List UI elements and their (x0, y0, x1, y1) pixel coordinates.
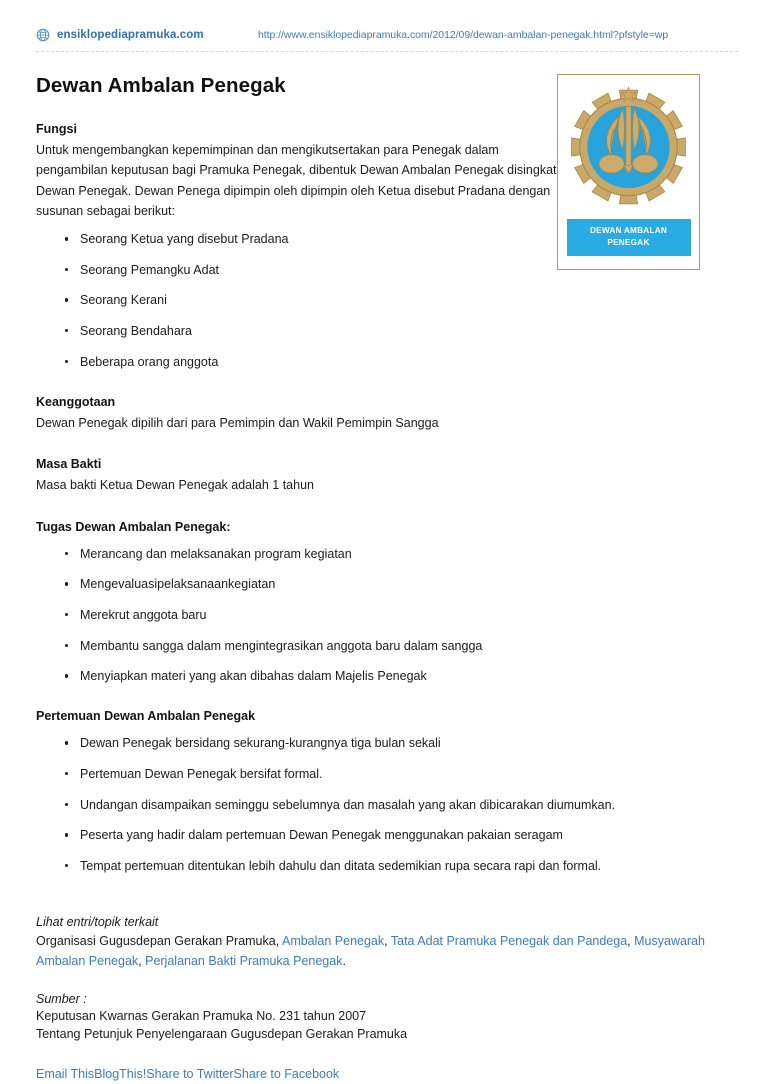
section-body-keanggotaan: Dewan Penegak dipilih dari para Pemimpin dan Wakil Pemimpin Sangga (36, 415, 439, 430)
related-terminator: . (342, 954, 346, 969)
related-sep: , (138, 954, 146, 969)
list-item: Peserta yang hadir dalam pertemuan Dewan Penegak menggunakan pakaian seragam (63, 826, 738, 844)
site-name: ensiklopediapramuka.com (57, 29, 204, 41)
section-body-fungsi: Untuk mengembangkan kepemimpinan dan mengikutsertakan para Penegak dalam pengambilan keputusan bagi Pramuka Penegak, dibentuk Dewan Ambalan Penegak disingkat Dewan Penegak. Dewan Penega dipimpin oleh dipimpin oleh Ketua disebut Pradana dengan susunan sebagai berikut: (36, 143, 557, 218)
section-heading-masa-bakti: Masa Bakti (36, 457, 102, 472)
related-sep: , (627, 934, 635, 948)
related-lead-text: Organisasi Gugusdepan Gerakan Pramuka (36, 934, 276, 948)
section-heading-fungsi: Fungsi (36, 122, 77, 136)
related-sep: , (275, 934, 282, 948)
related-label: Lihat entri/topik terkait (36, 915, 159, 929)
list-item: Tempat pertemuan ditentukan lebih dahulu dan ditata sedemikian rupa secara rapi dan formal. (63, 857, 738, 875)
related-links-paragraph (36, 931, 708, 972)
section-heading-tugas-colon: : (226, 519, 231, 534)
list-item: Undangan disampaikan seminggu sebelumnya dan masalah yang akan dibicarakan diumumkan. (63, 796, 738, 814)
related-link-perjalanan-bakti[interactable]: Perjalanan Bakti Pramuka Penegak (145, 954, 343, 969)
source-line-1: Keputusan Kwarnas Gerakan Pramuka No. 231 tahun 2007 (36, 1008, 367, 1023)
pertemuan-list (36, 734, 738, 875)
list-item: Mengevaluasipelaksanaankegiatan (63, 575, 738, 593)
page-title: Dewan Ambalan Penegak (36, 74, 286, 97)
section-heading-keanggotaan: Keanggotaan (36, 394, 116, 409)
spacer (36, 895, 738, 915)
globe-icon (36, 28, 50, 42)
article-content (0, 52, 768, 1084)
list-item: Merancang dan melaksanakan program kegiatan (63, 545, 738, 563)
source-line-2: Tentang Petunjuk Penyelengaraan Gugusdepan Gerakan Pramuka (36, 1027, 408, 1042)
share-link-email-this[interactable]: Email This (36, 1067, 95, 1081)
list-item: Seorang Pemangku Adat (63, 261, 738, 279)
page-url: http://www.ensiklopediapramuka.com/2012/09/dewan-ambalan-penegak.html?pfstyle=wp (258, 29, 669, 41)
list-item: Dewan Penegak bersidang sekurang-kurangnya tiga bulan sekali (63, 734, 738, 752)
print-header (0, 0, 768, 42)
list-item: Beberapa orang anggota (63, 353, 738, 371)
section-heading-tugas-text: Tugas Dewan Ambalan Penegak (36, 519, 227, 534)
share-link-blogthis[interactable]: BlogThis! (94, 1067, 147, 1081)
related-link-tata-adat[interactable]: Tata Adat Pramuka Penegak dan Pandega (390, 934, 628, 948)
section-body-masa-bakti: Masa bakti Ketua Dewan Penegak adalah 1 tahun (36, 478, 314, 493)
pramuka-scout-emblem-icon (567, 84, 690, 210)
emblem-caption-line2: PENEGAK (607, 237, 650, 247)
tugas-list (36, 545, 738, 686)
site-brand (36, 28, 258, 42)
list-item: Merekrut anggota baru (63, 606, 738, 624)
list-item: Seorang Ketua yang disebut Pradana (63, 230, 738, 248)
related-link-musyawarah[interactable]: Musyawarah Ambalan Penegak (36, 934, 705, 969)
share-link-twitter[interactable]: Share to Twitter (146, 1067, 234, 1081)
section-heading-tugas (36, 518, 738, 536)
spacer (36, 875, 738, 895)
share-link-facebook[interactable]: Share to Facebook (233, 1067, 340, 1081)
emblem-caption-line1: DEWAN AMBALAN (589, 226, 668, 235)
share-links-row (36, 1066, 738, 1084)
related-link-ambalan-penegak[interactable]: Ambalan Penegak (281, 934, 385, 948)
list-item: Menyiapkan materi yang akan dibahas dalam Majelis Penegak (63, 667, 738, 685)
list-item: Seorang Kerani (63, 291, 738, 309)
spacer (36, 972, 738, 992)
list-item: Seorang Bendahara (63, 322, 738, 340)
list-item: Membantu sangga dalam mengintegrasikan anggota baru dalam sangga (63, 637, 738, 655)
list-item: Pertemuan Dewan Penegak bersifat formal. (63, 765, 738, 783)
source-label: Sumber : (36, 991, 87, 1006)
section-heading-pertemuan: Pertemuan Dewan Ambalan Penegak (36, 709, 256, 724)
related-sep: , (384, 934, 391, 948)
